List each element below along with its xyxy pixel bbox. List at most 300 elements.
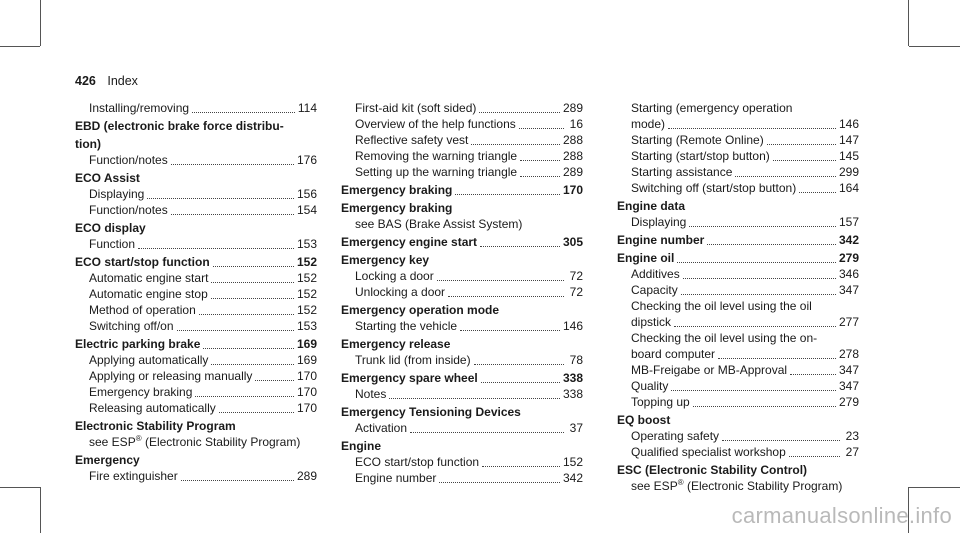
- index-subentry: [341, 470, 583, 486]
- entry-text: [355, 352, 471, 368]
- dot-leader: [455, 194, 560, 195]
- entry-label: Emergency engine start: [341, 235, 478, 249]
- page-ref[interactable]: 156: [296, 187, 317, 201]
- entry-text: [631, 428, 719, 444]
- page-ref[interactable]: 152: [296, 255, 317, 269]
- dot-leader: [519, 128, 564, 129]
- index-subentry: [617, 314, 859, 330]
- entry-label: Capacity: [631, 283, 678, 297]
- entry-label: Removing the warning triangle: [355, 149, 518, 163]
- dot-leader: [479, 112, 560, 113]
- dot-leader: [192, 112, 295, 113]
- page-ref[interactable]: 164: [838, 181, 859, 195]
- index-heading: [75, 254, 317, 270]
- index-column-1: [75, 100, 317, 484]
- dot-leader: [674, 326, 836, 327]
- entry-text: [631, 214, 686, 230]
- page-ref[interactable]: 288: [562, 149, 583, 163]
- index-heading: [341, 234, 583, 250]
- index-subentry: [75, 236, 317, 252]
- page-ref[interactable]: 23: [845, 429, 859, 443]
- index-subentry: [617, 378, 859, 394]
- index-heading: [341, 404, 583, 420]
- index-subentry: [341, 216, 583, 232]
- entry-label: Function: [89, 237, 136, 251]
- index-heading: [617, 232, 859, 248]
- entry-label: Starting the vehicle: [355, 319, 458, 333]
- dot-leader: [213, 266, 294, 267]
- dot-leader: [203, 348, 294, 349]
- entry-text: [341, 182, 452, 198]
- entry-label: Emergency braking: [89, 385, 193, 399]
- index-subentry: [341, 420, 583, 436]
- page-header: [75, 74, 138, 88]
- dot-leader: [482, 466, 560, 467]
- dot-leader: [460, 330, 560, 331]
- entry-text: [631, 314, 671, 330]
- entry-text: [355, 116, 516, 132]
- dot-leader: [520, 160, 560, 161]
- entry-label: Starting (start/stop button): [631, 149, 770, 163]
- entry-label: Overview of the help functions: [355, 117, 516, 131]
- index-subentry: [75, 368, 317, 384]
- index-heading: [75, 118, 317, 134]
- entry-label: Electronic Stability Program: [75, 419, 236, 433]
- entry-text: [355, 454, 479, 470]
- dot-leader: [199, 314, 294, 315]
- page-ref[interactable]: 153: [296, 237, 317, 251]
- entry-text: [631, 266, 680, 282]
- entry-label: Topping up: [631, 395, 690, 409]
- entry-text: [617, 199, 685, 213]
- entry-text: [89, 152, 168, 168]
- entry-label: Unlocking a door: [355, 285, 446, 299]
- index-subentry: [617, 100, 859, 116]
- page-ref[interactable]: 170: [296, 369, 317, 383]
- crop-mark: [40, 487, 41, 533]
- page-ref[interactable]: 277: [838, 315, 859, 329]
- page-ref[interactable]: 152: [296, 287, 317, 301]
- entry-text: [631, 180, 796, 196]
- page-ref[interactable]: 347: [838, 363, 859, 377]
- index-subentry: [75, 202, 317, 218]
- entry-text: [355, 420, 407, 436]
- entry-label: Engine number: [617, 233, 705, 247]
- dot-leader: [481, 382, 560, 383]
- entry-text: [75, 119, 284, 133]
- dot-leader: [773, 160, 836, 161]
- entry-text: [617, 250, 674, 266]
- entry-text: [631, 101, 792, 115]
- dot-leader: [211, 364, 294, 365]
- dot-leader: [789, 456, 840, 457]
- dot-leader: [471, 144, 560, 145]
- crop-mark: [0, 487, 40, 488]
- entry-text: [631, 132, 764, 148]
- entry-label: First-aid kit (soft sided): [355, 101, 477, 115]
- dot-leader: [211, 282, 294, 283]
- entry-text: [631, 148, 770, 164]
- index-subentry: [341, 318, 583, 334]
- index-subentry: [341, 116, 583, 132]
- page-ref[interactable]: 146: [838, 117, 859, 131]
- index-subentry: [341, 132, 583, 148]
- entry-label: Switching off/on: [89, 319, 174, 333]
- dot-leader: [211, 298, 294, 299]
- crop-mark: [909, 46, 960, 47]
- index-heading: [617, 198, 859, 214]
- index-subentry: [75, 270, 317, 286]
- entry-label: see ESP: [89, 435, 136, 449]
- page-ref[interactable]: 338: [562, 371, 583, 385]
- entry-text: [89, 400, 216, 416]
- entry-label: Operating safety: [631, 429, 720, 443]
- entry-text: [355, 100, 476, 116]
- entry-label: mode): [631, 117, 666, 131]
- entry-text: [75, 254, 210, 270]
- entry-text: [75, 221, 146, 235]
- page-ref[interactable]: 347: [838, 283, 859, 297]
- index-heading: [75, 418, 317, 434]
- dot-leader: [171, 214, 294, 215]
- entry-label: Emergency release: [341, 337, 451, 351]
- entry-label: Function/notes: [89, 203, 168, 217]
- entry-label: Qualified specialist workshop: [631, 445, 786, 459]
- index-heading: [341, 252, 583, 268]
- entry-label: Automatic engine stop: [89, 287, 208, 301]
- entry-text: [617, 232, 704, 248]
- entry-text: [617, 463, 807, 477]
- entry-label: board computer: [631, 347, 716, 361]
- index-subentry: [341, 148, 583, 164]
- index-subentry: [75, 352, 317, 368]
- page-ref[interactable]: 157: [838, 215, 859, 229]
- entry-text: [355, 318, 457, 334]
- entry-text: [631, 346, 715, 362]
- entry-text: [89, 368, 252, 384]
- watermark: carmanualsonline.info: [731, 503, 952, 528]
- dot-leader: [722, 440, 840, 441]
- page-ref[interactable]: 170: [296, 385, 317, 399]
- entry-label: Engine data: [617, 199, 686, 213]
- page-ref[interactable]: 72: [569, 285, 583, 299]
- entry-label: Applying automatically: [89, 353, 209, 367]
- dot-leader: [474, 364, 564, 365]
- index-heading: [341, 336, 583, 352]
- entry-label: Notes: [355, 387, 387, 401]
- page-ref[interactable]: 152: [296, 271, 317, 285]
- entry-text: [341, 439, 381, 453]
- entry-text: [631, 282, 678, 298]
- entry-text: [89, 384, 192, 400]
- entry-text: [89, 202, 168, 218]
- entry-label: Activation: [355, 421, 408, 435]
- index-subentry: [617, 214, 859, 230]
- page-ref[interactable]: 278: [838, 347, 859, 361]
- index-subentry: [75, 318, 317, 334]
- entry-label: Emergency: [75, 453, 140, 467]
- page-ref[interactable]: 347: [838, 379, 859, 393]
- page-ref[interactable]: 342: [838, 233, 859, 247]
- page-ref[interactable]: 72: [569, 269, 583, 283]
- index-subentry: [75, 400, 317, 416]
- index-subentry: [617, 346, 859, 362]
- entry-text: [89, 468, 178, 484]
- dot-leader: [171, 164, 294, 165]
- page-ref[interactable]: 169: [296, 337, 317, 351]
- entry-text: [341, 253, 429, 267]
- entry-text: [75, 419, 236, 433]
- entry-text: [631, 299, 812, 313]
- index-subentry: [75, 302, 317, 318]
- page-ref[interactable]: 346: [838, 267, 859, 281]
- index-heading: [341, 200, 583, 216]
- entry-label: Emergency operation mode: [341, 303, 500, 317]
- section-title: Index: [107, 74, 138, 88]
- entry-text: [75, 336, 200, 352]
- crop-mark: [909, 487, 960, 488]
- index-heading: [341, 370, 583, 386]
- entry-label: Emergency key: [341, 253, 430, 267]
- index-subentry: [617, 282, 859, 298]
- entry-label: Function/notes: [89, 153, 168, 167]
- entry-text: [341, 303, 499, 317]
- page-number: 426: [75, 74, 96, 88]
- page-ref[interactable]: 152: [296, 303, 317, 317]
- index-subentry: [75, 186, 317, 202]
- entry-label: Reflective safety vest: [355, 133, 469, 147]
- index-subentry: [617, 132, 859, 148]
- index-subentry: [341, 284, 583, 300]
- entry-label: Starting assistance: [631, 165, 733, 179]
- entry-label: Engine: [341, 439, 382, 453]
- index-subentry: [617, 116, 859, 132]
- page-ref[interactable]: 154: [296, 203, 317, 217]
- registered-mark: ®: [677, 478, 684, 487]
- entry-label: Switching off (start/stop button): [631, 181, 797, 195]
- index-subentry: [617, 394, 859, 410]
- entry-text: [355, 268, 434, 284]
- entry-text: [355, 470, 436, 486]
- dot-leader: [681, 294, 836, 295]
- entry-label: Checking the oil level using the oil: [631, 299, 812, 313]
- entry-label: Engine oil: [617, 251, 675, 265]
- dot-leader: [767, 144, 836, 145]
- index-heading: [341, 182, 583, 198]
- entry-text: [355, 386, 386, 402]
- index-subentry: [75, 384, 317, 400]
- crop-mark: [0, 46, 40, 47]
- index-heading: [75, 220, 317, 236]
- entry-text: [89, 352, 208, 368]
- page-ref[interactable]: 16: [569, 117, 583, 131]
- entry-text: [89, 186, 144, 202]
- entry-text: [75, 453, 140, 467]
- crop-mark: [908, 0, 909, 46]
- entry-label: ESC (Electronic Stability Control): [617, 463, 808, 477]
- dot-leader: [181, 480, 294, 481]
- entry-text: [89, 286, 208, 302]
- index-heading: [341, 438, 583, 454]
- entry-label: ECO display: [75, 221, 146, 235]
- index-subentry: [341, 100, 583, 116]
- entry-label: see ESP: [631, 479, 678, 493]
- dot-leader: [520, 176, 560, 177]
- dot-leader: [389, 398, 560, 399]
- page-ref[interactable]: 305: [562, 235, 583, 249]
- dot-leader: [448, 296, 564, 297]
- entry-label: Method of operation: [89, 303, 196, 317]
- dot-leader: [177, 330, 294, 331]
- page-ref[interactable]: 78: [569, 353, 583, 367]
- index-subentry: [75, 434, 317, 450]
- entry-label: Emergency braking: [341, 201, 453, 215]
- entry-label: ECO start/stop function: [355, 455, 480, 469]
- page-ref[interactable]: 342: [562, 471, 583, 485]
- entry-label: ECO Assist: [75, 171, 140, 185]
- entry-text: [341, 337, 450, 351]
- entry-label: Locking a door: [355, 269, 434, 283]
- page-ref[interactable]: 288: [562, 133, 583, 147]
- dot-leader: [735, 176, 836, 177]
- dot-leader: [439, 482, 560, 483]
- page-ref[interactable]: 27: [845, 445, 859, 459]
- entry-text: [355, 284, 445, 300]
- entry-label: Displaying: [89, 187, 145, 201]
- page-ref[interactable]: 114: [297, 101, 317, 115]
- entry-label: Fire extinguisher: [89, 469, 178, 483]
- entry-text: [631, 479, 842, 493]
- page-ref[interactable]: 147: [838, 133, 859, 147]
- page-ref[interactable]: 170: [296, 401, 317, 415]
- index-subentry: [617, 148, 859, 164]
- entry-label: Engine number: [355, 471, 437, 485]
- dot-leader: [683, 278, 836, 279]
- page-ref[interactable]: 146: [562, 319, 583, 333]
- index-subentry: [75, 286, 317, 302]
- entry-text: [631, 444, 786, 460]
- dot-leader: [410, 432, 564, 433]
- page-ref[interactable]: 153: [296, 319, 317, 333]
- dot-leader: [219, 412, 294, 413]
- index-subentry: [617, 330, 859, 346]
- dot-leader: [693, 406, 836, 407]
- entry-text: [341, 370, 478, 386]
- index-subentry: [617, 362, 859, 378]
- index-heading: [75, 136, 317, 152]
- entry-text: [631, 378, 668, 394]
- index-subentry: [617, 164, 859, 180]
- entry-text: [89, 236, 135, 252]
- entry-label-continued: (Electronic Stability Program): [683, 479, 843, 493]
- entry-text: [631, 362, 787, 378]
- entry-label-continued: (Electronic Stability Program): [141, 435, 301, 449]
- entry-text: [355, 217, 522, 231]
- index-heading: [75, 452, 317, 468]
- page-ref[interactable]: 338: [562, 387, 583, 401]
- dot-leader: [790, 374, 836, 375]
- index-heading: [617, 412, 859, 428]
- entry-label: ECO start/stop function: [75, 255, 210, 269]
- entry-text: [75, 137, 101, 151]
- dot-leader: [707, 244, 836, 245]
- entry-label: Setting up the warning triangle: [355, 165, 518, 179]
- index-subentry: [341, 164, 583, 180]
- entry-label: Quality: [631, 379, 669, 393]
- page-ref[interactable]: 279: [838, 395, 859, 409]
- dot-leader: [195, 396, 294, 397]
- entry-text: [355, 148, 517, 164]
- dot-leader: [677, 262, 836, 263]
- index-heading: [75, 170, 317, 186]
- index-subentry: [75, 468, 317, 484]
- entry-label: Starting (emergency operation: [631, 101, 793, 115]
- entry-label: Displaying: [631, 215, 687, 229]
- entry-text: [89, 100, 189, 116]
- index-column-3: [617, 100, 859, 494]
- dot-leader: [480, 246, 560, 247]
- page-ref[interactable]: 170: [562, 183, 583, 197]
- index-heading: [75, 336, 317, 352]
- entry-label: Checking the oil level using the on-: [631, 331, 818, 345]
- index-subentry: [341, 454, 583, 470]
- page-ref[interactable]: 169: [296, 353, 317, 367]
- index-subentry: [617, 444, 859, 460]
- dot-leader: [689, 226, 836, 227]
- entry-text: [341, 234, 477, 250]
- index-subentry: [341, 268, 583, 284]
- dot-leader: [668, 128, 836, 129]
- dot-leader: [147, 198, 294, 199]
- entry-text: [89, 302, 196, 318]
- entry-label: Emergency spare wheel: [341, 371, 478, 385]
- entry-text: [355, 164, 517, 180]
- entry-label: Additives: [631, 267, 680, 281]
- entry-text: [341, 405, 521, 419]
- entry-label: Installing/removing: [89, 101, 190, 115]
- index-subentry: [617, 266, 859, 282]
- page-ref[interactable]: 289: [562, 101, 583, 115]
- entry-label: EQ boost: [617, 413, 671, 427]
- page-ref[interactable]: 299: [838, 165, 859, 179]
- page-ref[interactable]: 145: [838, 149, 859, 163]
- page-ref[interactable]: 176: [296, 153, 317, 167]
- entry-label: EBD (electronic brake force distribu-: [75, 119, 284, 133]
- page-ref[interactable]: 279: [838, 251, 859, 265]
- index-subentry: [617, 298, 859, 314]
- index-subentry: [75, 152, 317, 168]
- entry-text: [341, 201, 452, 215]
- dot-leader: [437, 280, 564, 281]
- page-ref[interactable]: 152: [562, 455, 583, 469]
- entry-text: [89, 435, 300, 449]
- entry-text: [75, 171, 140, 185]
- entry-label: Emergency braking: [341, 183, 453, 197]
- dot-leader: [138, 248, 294, 249]
- page-ref[interactable]: 289: [562, 165, 583, 179]
- page-ref[interactable]: 37: [569, 421, 583, 435]
- index-column-2: [341, 100, 583, 486]
- index-heading: [617, 250, 859, 266]
- index-subentry: [341, 352, 583, 368]
- registered-mark: ®: [135, 434, 142, 443]
- dot-leader: [718, 358, 836, 359]
- dot-leader: [255, 380, 294, 381]
- index-heading: [341, 302, 583, 318]
- page-ref[interactable]: 289: [296, 469, 317, 483]
- crop-mark: [40, 0, 41, 46]
- entry-label: Emergency Tensioning Devices: [341, 405, 521, 419]
